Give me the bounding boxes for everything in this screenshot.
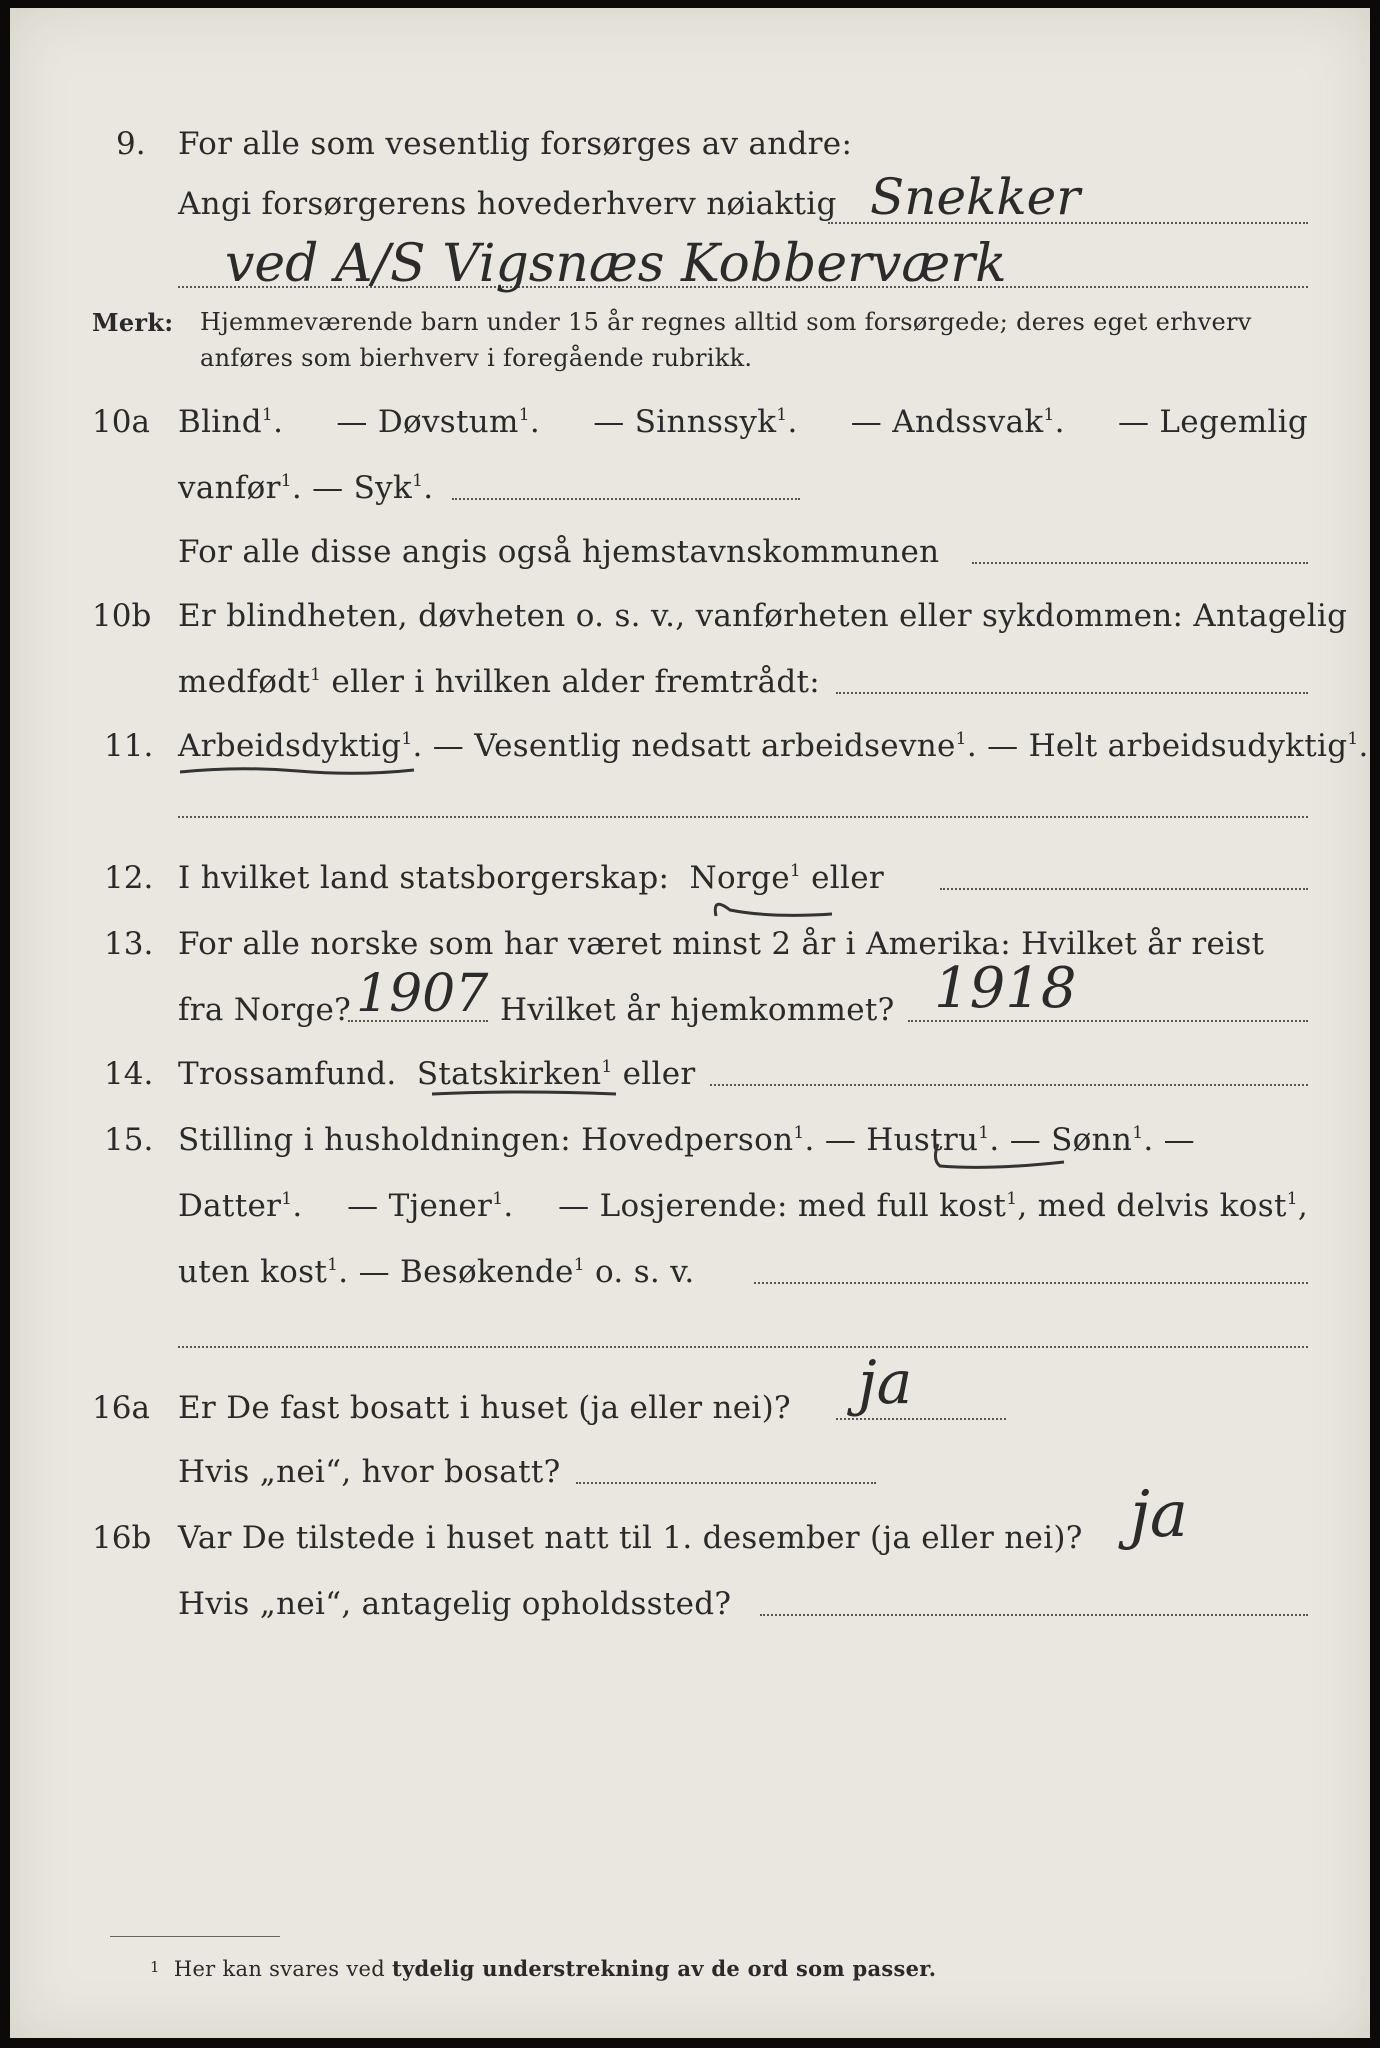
q9-number: 9. [116, 126, 146, 162]
q13-number: 13. [104, 926, 154, 962]
footnote-rule [110, 1936, 280, 1937]
q13-line2b: Hvilket år hjemkommet? [500, 992, 895, 1028]
q13-line2a: fra Norge? [178, 992, 352, 1028]
q15-line1: Stilling i husholdningen: Hovedperson$^1$. — Hustru$^1$. — Sønn$^1$. — [178, 1122, 1195, 1158]
q12-answer-line [940, 888, 1308, 890]
q10b-line1: Er blindheten, døvheten o. s. v., vanførheten eller sykdommen: Antagelig [178, 598, 1348, 634]
q9-handwritten-answer-1: Snekker [870, 168, 1081, 226]
q16a-answer-line [836, 1418, 1006, 1420]
q15-answer-line [754, 1282, 1308, 1284]
opt-legemlig: — Legemlig [1117, 404, 1308, 440]
underline-hustru [930, 1140, 1070, 1176]
q16a-number: 16a [92, 1390, 150, 1426]
opt-sinnssyk: — Sinnssyk$^1$. [593, 404, 798, 440]
q16b-handwritten-answer: ja [1130, 1478, 1188, 1552]
q15-line3: uten kost$^1$. — Besøkende$^1$ o. s. v. [178, 1254, 695, 1290]
underline-statskirken [430, 1084, 620, 1104]
q16a-handwritten-answer: ja [858, 1348, 913, 1418]
q10a-line3: For alle disse angis også hjemstavnskommunen [178, 534, 940, 570]
q9-line2: Angi forsørgerens hovederhverv nøiaktig [178, 186, 837, 222]
underline-arbeidsdyktig [178, 762, 418, 782]
q9-line1: For alle som vesentlig forsørges av andre: [178, 126, 853, 162]
q15-number: 15. [104, 1122, 154, 1158]
q14-line: Trossamfund. Statskirken$^1$ eller [178, 1056, 696, 1092]
q11-number: 11. [104, 728, 154, 764]
opt-andssvak: — Andssvak$^1$. [850, 404, 1065, 440]
opt-arbeidsdyktig: Arbeidsdyktig [178, 728, 402, 764]
q16a-line1: Er De fast bosatt i huset (ja eller nei)? [178, 1390, 791, 1426]
opt-statskirken: Statskirken [416, 1056, 602, 1092]
q16b-line1: Var De tilstede i huset natt til 1. desember (ja eller nei)? [178, 1520, 1083, 1556]
opt-dovstum: — Døvstum$^1$. [336, 404, 541, 440]
q15-line2: Datter$^1$. — Tjener$^1$. — Losjerende: med full kost$^1$, med delvis kost$^1$, [178, 1188, 1308, 1224]
q16a-line2: Hvis „nei“, hvor bosatt? [178, 1454, 561, 1490]
q16b-answer-line [760, 1614, 1308, 1616]
q12-number: 12. [104, 860, 154, 896]
q10a-kommune-line [972, 562, 1308, 564]
q10b-answer-line [836, 692, 1308, 694]
merk-line1: Hjemmeværende barn under 15 år regnes alltid som forsørgede; deres eget erhverv [200, 308, 1252, 336]
census-form-page [10, 8, 1370, 2038]
q10a-syk-line [452, 498, 800, 500]
q16a-bosatt-line [576, 1482, 876, 1484]
merk-label: Merk: [92, 308, 174, 337]
merk-line2: anføres som bierhverv i foregående rubrikk. [200, 344, 753, 372]
q10b-line2: medfødt$^1$ eller i hvilken alder fremtrådt: [178, 664, 821, 700]
underline-norge [710, 876, 840, 926]
opt-hustru: Hustru [866, 1122, 979, 1158]
q10a-number: 10a [92, 404, 150, 440]
opt-norge: Norge [689, 860, 790, 896]
q16b-number: 16b [92, 1520, 152, 1556]
q11-line: Arbeidsdyktig$^1$. — Vesentlig nedsatt arbeidsevne$^1$. — Helt arbeidsudyktig$^1$. [178, 728, 1369, 764]
q15-answer-line-2 [178, 1346, 1308, 1348]
q13-handwritten-year-left: 1907 [356, 964, 489, 1024]
q11-answer-line [178, 816, 1308, 818]
q14-answer-line [710, 1084, 1308, 1086]
q13-line1: For alle norske som har været minst 2 år i Amerika: Hvilket år reist [178, 926, 1265, 962]
q13-handwritten-year-returned: 1918 [934, 956, 1077, 1021]
q9-handwritten-answer-2: ved A/S Vigsnæs Kobberværk [225, 234, 1007, 294]
q14-number: 14. [104, 1056, 154, 1092]
q10a-line1 [178, 404, 1308, 440]
q10a-line2: vanfør$^1$. — Syk$^1$. [178, 470, 434, 506]
footnote: 1 Her kan svares ved tydelig understrekning av de ord som passer. [150, 1956, 937, 1981]
q16b-line2: Hvis „nei“, antagelig opholdssted? [178, 1586, 732, 1622]
q12-line: I hvilket land statsborgerskap: Norge$^1$ eller [178, 860, 884, 896]
opt-blind: Blind$^1$. [178, 404, 284, 440]
q10b-number: 10b [92, 598, 152, 634]
